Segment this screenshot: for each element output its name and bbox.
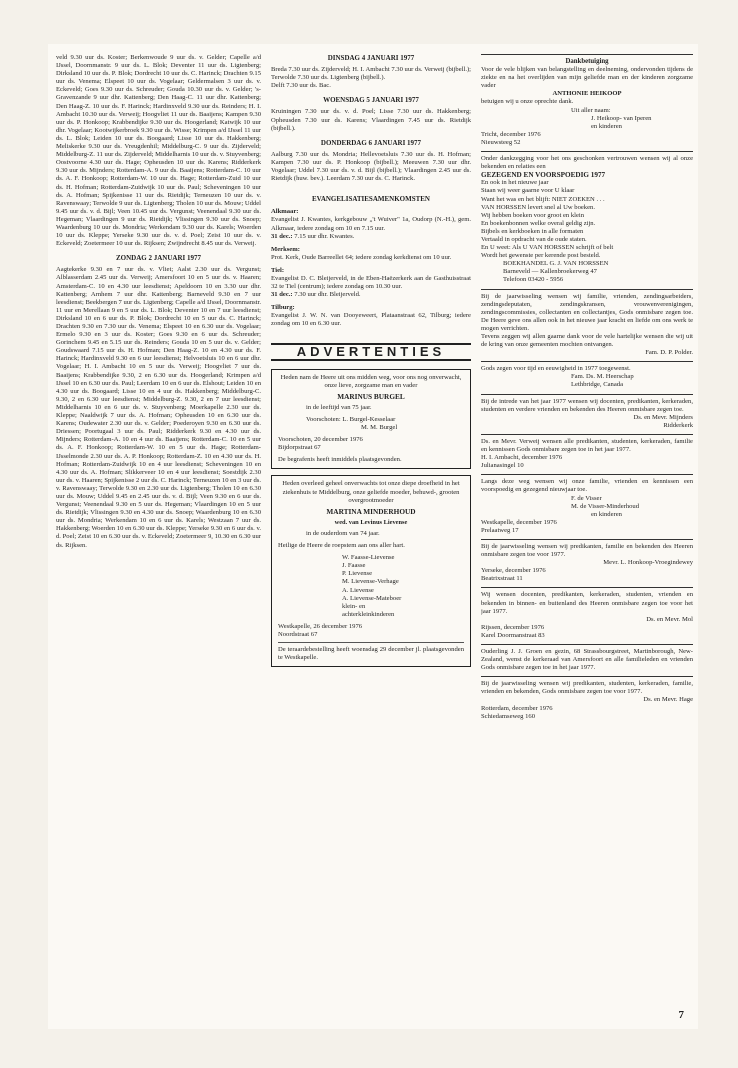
hage-sign: Ds. en Mevr. Hage — [643, 696, 693, 704]
horssen-line: En boekenbonnen welke overal geldig zijn. — [481, 219, 596, 227]
horssen-line: Want het was en het blijft: NIET ZOEKEN . . . — [481, 195, 605, 203]
minderhoud-address: Noordstraat 67 — [278, 630, 318, 638]
relative-line: W. Faasse-Lievense — [342, 554, 395, 562]
evangelisatie-heading: EVANGELISATIESAMENKOMSTEN — [312, 195, 430, 204]
mol-sign: Ds. en Mevr. Mol — [646, 615, 693, 623]
obituary-burgel — [271, 369, 471, 470]
minderhoud-note: De teraardebestelling heeft woensdag 29 december jl. plaatsgevonden te Westkapelle. — [278, 646, 464, 662]
zondag-heading: ZONDAG 2 JANUARI 1977 — [116, 254, 201, 263]
notice-groen — [481, 644, 693, 676]
relative-line: achterkleinkinderen — [342, 610, 395, 618]
horssen-line: Wij hebben boeken voor groot en klein — [481, 211, 585, 219]
tiel-text: Evangelist D. C. Bleijerveld, in de Eben-Haëzerkerk aan de Gasthuisstraat 32 te Tiel (centrum); iedere zondag om 10.30 uur. — [271, 274, 471, 291]
visser-sign-1: F. de Visser — [571, 494, 602, 502]
horssen-line: Bijbels en kerkboeken in alle formaten — [481, 227, 584, 235]
hage-place: Rotterdam, december 1976 — [481, 704, 553, 712]
dankbetuiging-address: Nieuwsteeg 52 — [481, 138, 521, 146]
horssen-phone: Telefoon 03420 - 5956 — [503, 276, 564, 284]
notice-polder — [481, 289, 693, 362]
horssen-intro: Onder dankzegging voor het ons geschonken vertrouwen wensen wij al onze bekenden en relaties een — [481, 155, 693, 171]
heerschap-text: Gods zegen voor tijd en eeuwigheid in 1977 toegewenst. — [481, 365, 631, 373]
horssen-line: VAN HORSSEN levert snel al Uw boeken. — [481, 203, 595, 211]
mijnders-text: Bij de intrede van het jaar 1977 wensen wij docenten, predikanten, kerkeraden, studenten en verdere vrienden en bekenden des Heeren onmisbare zegen toe. — [481, 397, 693, 413]
notice-mol — [481, 587, 693, 644]
donderdag-heading: DONDERDAG 6 JANUARI 1977 — [320, 138, 422, 147]
relative-line: A. Lievense-Mateboer — [342, 594, 402, 602]
page-number: 7 — [678, 1009, 684, 1021]
column-church-services — [56, 54, 261, 1019]
burgel-intro: Heden nam de Heere uit ons midden weg, voor ons nog onverwacht, onze lieve, zorgzame man en vader — [280, 373, 462, 389]
mol-address: Karel Doormanstraat 83 — [481, 631, 545, 639]
alkmaar-text: Evangelist J. Kwantes, kerkgebouw „'t Wuiver" 1a, Oudorp (N.-H.), gem. Alkmaar, iedere zondag om 10 en 7.15 uur. — [271, 216, 471, 232]
burgel-place-date: Voorschoten, 20 december 1976 — [278, 436, 363, 444]
mijnders-sign-2: Ridderkerk — [663, 421, 693, 429]
horssen-headline: GEZEGEND EN VOORSPOEDIG 1977 — [481, 171, 606, 180]
notice-mijnders — [481, 394, 693, 434]
mol-text: Wij wensen docenten, predikanten, kerkeraden, studenten, vrienden en bekenden in binnen- en buitenland des Heeren onmisbare zegen toe voor het jaar 1977. — [481, 591, 693, 615]
minderhoud-place-date: Westkapelle, 26 december 1976 — [278, 622, 363, 630]
notice-verweij — [481, 434, 693, 474]
dankbetuiging-place: Tricht, december 1976 — [481, 130, 541, 138]
merksem-text: Prot. Kerk, Oude Barreellei 64; iedere zondag kerkdienst om 10 uur. — [271, 253, 452, 261]
horssen-line: En U weet: Als U VAN HORSSEN schrijft of belt — [481, 244, 614, 252]
mijnders-sign-1: Ds. en Mevr. Mijnders — [633, 413, 693, 421]
dankbetuiging-from-2: J. Heikoop- van Iperen — [591, 114, 652, 122]
obituary-minderhoud — [271, 475, 471, 667]
notice-van-horssen — [481, 151, 693, 289]
relative-line: P. Lievense — [342, 570, 373, 578]
tiel-date-text: 7.30 uur dhr. Bleijerveld. — [292, 291, 361, 299]
minderhoud-relatives — [278, 554, 464, 619]
divider — [278, 642, 464, 643]
relative-line: M. Lievense-Verhage — [342, 578, 399, 586]
merksem-heading: Merksem: — [271, 245, 300, 253]
visser-sign-3: en kinderen — [591, 510, 622, 518]
minderhoud-verse: Heilige de Heere de roepstem aan ons aller hart. — [278, 542, 405, 550]
notice-hage — [481, 676, 693, 724]
tiel-date-line — [271, 291, 471, 299]
dankbetuiging-title: Dankbetuiging — [565, 58, 609, 65]
tiel-date-label: 31 dec.: — [271, 291, 293, 299]
relative-line: J. Faasse — [342, 562, 366, 570]
burgel-relatives-label: Voorschoten: — [306, 416, 341, 423]
horssen-shop: BOEKHANDEL G. J. VAN HORSSEN — [503, 260, 609, 268]
horssen-line: Vertaald in opdracht van de oude staten. — [481, 235, 587, 243]
honkoop-sign: Mevr. L. Honkoop-Vroegindewey — [603, 559, 693, 567]
tilburg-heading: Tilburg: — [271, 304, 295, 312]
polder-text-2: Tevens zeggen wij allen gaarne dank voor de vele hartelijke wensen die wij uit de kring van onze gemeenten mochten ontvangen. — [481, 333, 693, 349]
polder-text: Bij de jaarwisseling wensen wij familie, vrienden, zendingsarbeiders, zendingsdeputaten, zendingskransen, vrouwenverenigingen, zendingscommissies, collectanten en collectantjes, Gods onmisbare zegen toe. De Heere geve ons allen ook in het nieuwe jaar kracht en liefde om ons werk te mogen verrichten. — [481, 292, 693, 332]
column-notices — [481, 54, 693, 1019]
burgel-relatives — [278, 416, 464, 424]
horssen-address: Barneveld — Kallenbroekerweg 47 — [503, 268, 597, 276]
horssen-line: En ook in het nieuwe jaar — [481, 179, 549, 187]
verweij-place: H. I. Ambacht, december 1976 — [481, 454, 563, 462]
alkmaar-date-label: 31 dec.: — [271, 232, 293, 240]
visser-address: Prelaatweg 17 — [481, 526, 519, 534]
dinsdag-text-2: Delft 7.30 uur ds. Bac. — [271, 82, 331, 90]
verweij-address: Julianasingel 10 — [481, 462, 524, 470]
notice-honkoop — [481, 539, 693, 587]
horssen-line: Staan wij weer gaarne voor U klaar — [481, 187, 575, 195]
minderhoud-name: MARTINA MINDERHOUD — [326, 506, 416, 516]
visser-place: Westkapelle, december 1976 — [481, 518, 557, 526]
minderhoud-age: in de ouderdom van 74 jaar. — [306, 529, 380, 537]
notice-heerschap — [481, 361, 693, 393]
woensdag-text: Kruiningen 7.30 uur ds. v. d. Poel; Lisse 7.30 uur ds. Hakkenberg; Opheusden 7.30 uur ds. Karens; Vlaardingen 7.45 uur ds. Rietdijk (bijbell.). — [271, 108, 471, 132]
honkoop-place: Yerseke, december 1976 — [481, 567, 546, 575]
services-continued-text: veld 9.30 uur ds. Koster; Berkenwoude 9 uur ds. v. Gelder; Capelle a/d IJssel, Doornmanstr. 9 uur ds. L. Blok; Deventer 11 uur ds. Ligtenberg; Dirksland 10 uur ds. P. Blok; Dordrecht 10 uur ds. C. Harinck; Drachten 9.15 uur ds. Venema; Elspeet 10 uur ds. Vogelaar; Geldermalsen 3 uur ds. v. Eckeveld; Goes 9.30 uur ds. Schreuder; Gouda 10.30 uur ds. v. Gelder; 's-Gravenzande 9 uur dhr. Kattenberg; Den Haag-C. 11 uur dhr. Kattenberg; Den Haag-Z. 10 uur ds. F. Harinck; Hardinxveld 9.30 uur ds. Reinders; H. I. Ambacht 10.30 uur ds. Verweij; Hoogvliet 11 uur ds. Baaijens; Kampen 9.30 uur ds. P. Honkoop; Krabbendijke 9.30 uur ds. Hoogerland; Katwijk 10 uur dhr. Vogelaar; Kootwijkerbroek 9.30 uur ds. Wisse; Krimpen a/d IJssel 11 uur ds. L. Blok; Leiden 10 uur ds. Boogaard; Lisse 10 uur ds. Hakkenberg; Meliskerke 9.30 uur ds. Vreugdenhil; Middelburg-C. 9 uur ds. Zijderveld; Middelburg-Z. 11 uur ds. Zijderveld; Middelharnis 10 uur ds. v. Stuyvenberg; Oostvoorne 4.30 uur ds. Hage; Opheusden 10 uur ds. Karens; Ridderkerk 9.30 uur ds. Mijnders; Rotterdam-A. 9 uur ds. Baaijens; Rotterdam-C. 10 uur ds. A. F. Honkoop; Rotterdam-W. 10 uur ds. Hage; Rotterdam-Zuid 10 uur ds. H. Hofman; Rotterdam-Zuidwijk 10 uur ds. Paul; Scheveningen 10 uur ds. A. Hofman; Spijkenisse 11 uur ds. Rietdijk; Terneuzen 10 uur ds. v. Ravenswaay; Terwolde 9 uur ds. Ligtenberg; Tholen 10 uur ds. Mouw; Uddel 9.45 uur ds. v. d. Bijl; Veen 10.45 uur ds. Vergunst; Veenendaal 9.30 uur ds. Hegeman; Vlaardingen 9 uur ds. Rietdijk; Vlissingen 9.30 uur ds. Snoep; Waardenburg 10 uur ds. Mondria; Werkendam 9.30 uur ds. Karels; Woerden 10 uur ds. Kleppe; Yerseke 9.30 uur ds. v. d. Poel; Zeist 10 uur ds. v. Eckeveld; Zoetermeer 10 uur ds. Rijksen; Zwijndrecht 8.45 uur ds. Verweij. — [56, 54, 261, 248]
alkmaar-heading: Alkmaar: — [271, 208, 299, 216]
minderhoud-subname: wed. van Levinus Lievense — [334, 518, 408, 526]
polder-sign: Fam. D. P. Polder. — [645, 349, 693, 357]
tilburg-text: Evangelist J. W. N. van Dooyeweert, Plataanstraat 62, Tilburg; iedere zondag om 10 en 6.30 uur. — [271, 312, 471, 328]
hage-address: Schiedamseweg 160 — [481, 712, 536, 720]
relative-line: klein- en — [342, 602, 366, 610]
tiel-heading: Tiel: — [271, 266, 285, 274]
dankbetuiging-name: ANTHONIE HEIKOOP — [552, 90, 622, 98]
dinsdag-text: Breda 7.30 uur ds. Zijderveld; H. I. Ambacht 7.30 uur ds. Verweij (bijbell.); Terwolde 7.30 uur ds. Ligtenberg (bijbell.). — [271, 66, 471, 82]
heerschap-sign-2: Lethbridge, Canada — [571, 381, 623, 389]
dankbetuiging-text: Voor de vele blijken van belangstelling en deelneming, ondervonden tijdens de ziekte en na het overlijden van mijn geliefde man en der kinderen zorgzame vader — [481, 66, 693, 90]
column-weekday-services — [271, 54, 471, 1019]
dankbetuiging-thanks: betuigen wij u onze oprechte dank. — [481, 98, 574, 106]
zondag-services-text: Aagtekerke 9.30 en 7 uur ds. v. Vliet; Aalst 2.30 uur ds. Vergunst; Alblasserdam 2.45 uur ds. Verweij; Amersfoort 10 en 5 uur ds. v. Haaren; Amsterdam-C. 10 en 4.30 uur leesdienst; Apeldoorn 10 en 3.30 uur dhr. Kattenberg; Arnhem 7 uur dhr. Kattenberg; Barneveld 9.30 en 7 uur leesdienst; Beekbergen 7 uur ds. Ligtenberg; Capelle a/d IJssel, Doornmanstr. 11 uur en Merellaan 9 en 5 uur ds. L. Blok; Deventer 10 en 7 uur leesdienst; Dirksland 10 en 6 uur ds. P. Blok; Dordrecht 10 en 5 uur ds. C. Harinck; Drachten 9.30 en 7.30 uur ds. Venema; Elspeet 10 en 6.30 uur ds. Vogelaar; Ermelo 9.30 en 3 uur ds. Koster; Goes 9.30 en 6 uur ds. Schreuder; Gorinchem 9.45 en 5.15 uur ds. Reinders; Gouda 10 en 5 uur ds. v. Gelder; Goudswaard 7.15 uur ds. H. Hofman; Den Haag-Z. 10 en 4.30 uur ds. F. Harinck; Hardinxveld 9.30 en 6 uur leesdienst; Helvoetsluis 10 en 6 uur dhr. Vogelaar; H. I. Ambacht 10 en 5 uur ds. Verweij; Hoogvliet 7 uur ds. Baaijens; Krabbendijke 9.30, 2 en 6.30 uur ds. Hoogerland; Krimpen a/d IJssel 10 en 6.30 uur ds. Paul; Leerdam 10 en 6 uur ds. Elshout; Leiden 10 en 4.30 uur ds. Boogaard; Lisse 10 en 4 uur ds. Hakkenberg; Middelburg-C. 9.30, 2 en 6.30 uur leesdienst; Middelburg-Z. 9.30, 2 en 7 uur leesdienst; Middelharnis 10 en 6 uur ds. v. Stuyvenberg; Moerkapelle 2.30 uur ds. Kleppe; Naaldwijk 7 uur ds. A. Hofman; Opheusden 10 en 6.30 uur ds. Karens; Oudewater 2.30 uur ds. v. Gelder; Poederoyen 9.30 en 6.30 uur ds. Driessen; Poortugaal 3 uur ds. Paul; Ridderkerk 9.30 en 4.30 uur ds. Mijnders; Rotterdam-A. 10 en 4 uur ds. Baaijens; Rotterdam-C. 10 en 5 uur ds. A. F. Honkoop; Rotterdam-W. 10 en 5 uur ds. Hage; Rotterdam-IJsselmonde 2.30 uur ds. A. P. Honkoop; Rotterdam-Z. 10 en 4.30 uur ds. H. Hofman; Rotterdam-Zuidwijk 10 en 4 uur leesdienst; Scheveningen 10 en 4.30 uur ds. A. Hofman; Slikkerveer 10 en 4 uur leesdienst; Soestdijk 2.30 uur ds. v. Haaren; Spijkenisse 2 uur ds. C. Harinck; Terneuzen 10 en 3 uur ds. v. Ravenswaay; Terwolde 9.30 en 2.30 uur ds. Ligtenberg; Tholen 10 en 6.30 uur ds. Mouw; Uddel 9.45 en 2.45 uur ds. v. d. Bijl; Veen 9.30 en 6 uur ds. Vergunst; Veenendaal 9.30 en 5 uur ds. Hegeman; Vlaardingen 10 en 5 uur ds. Rietdijk; Vlissingen 9.30 en 4.30 uur ds. Snoep; Waardenburg 10 en 6.30 uur ds. Mondria; Werkendam 10 en 6 uur ds. Karels; Westzaan 7 uur ds. Hakkenberg; Woerden 10 en 6.30 uur ds. Kleppe; Yerseke 9.30 en 6 uur ds. v. d. Poel; Zeist 10 en 6.30 uur ds. v. Eckeveld; Zoetermeer 9, 10.30 en 6.30 uur ds. Rijksen. — [56, 266, 261, 549]
visser-text: Langs deze weg wensen wij onze familie, vrienden en kennissen een voorspoedig en gezegend nieuwjaar toe. — [481, 478, 693, 494]
dankbetuiging-from-1: Uit aller naam: — [571, 106, 611, 114]
hage-text: Bij de jaarwisseling wensen wij predikanten, studenten, kerkeraden, familie, vrienden en bekenden, Gods onmisbare zegen toe voor 1977. — [481, 680, 693, 696]
groen-text: Ouderling J. J. Groen en gezin, 68 Strassbourgstreet, Martinborough, New-Zealand, wenst de kerkeraad van Amersfoort en alle familieleden en vrienden Gods onmisbare zegen toe in het jaar 1977. — [481, 648, 693, 672]
burgel-relative-1: L. Burgel-Kesselaar — [342, 416, 396, 423]
burgel-age: in de leeftijd van 75 jaar. — [306, 403, 372, 411]
alkmaar-date-text: 7.15 uur dhr. Kwantes. — [292, 232, 355, 240]
advertenties-banner: ADVERTENTIES — [271, 343, 471, 361]
burgel-name: MARINUS BURGEL — [337, 391, 405, 401]
mol-place: Rijssen, december 1976 — [481, 623, 545, 631]
relative-line: A. Lievense — [342, 586, 374, 594]
honkoop-address: Beatrixstraat 11 — [481, 575, 523, 583]
notice-dankbetuiging — [481, 54, 693, 151]
donderdag-text: Aalburg 7.30 uur ds. Mondria; Hellevoetsluis 7.30 uur ds. H. Hofman; Kampen 7.30 uur ds. P. Honkoop (bijbell.); Meeuwen 7.30 uur dhr. Vogelaar; Uddel 7.30 uur ds. v. d. Bijl (bijbell.); Vlaardingen 2.45 uur ds. Rietdijk (huw. bev.). Leerdam 7.30 uur ds. C. Harinck. — [271, 150, 471, 183]
visser-sign-2: M. de Visser-Minderhoud — [571, 502, 640, 510]
minderhoud-intro: Heden overleed geheel onverwachts tot onze diepe droefheid in het ziekenhuis te Middelburg, onze geliefde moeder, behuwd-, grooten overgrootmoeder — [282, 480, 460, 504]
dankbetuiging-from-3: en kinderen — [591, 122, 622, 130]
alkmaar-date-line — [271, 233, 471, 241]
burgel-note: De begrafenis heeft inmiddels plaatsgevonden. — [278, 456, 402, 464]
honkoop-text: Bij de jaarwisseling wensen wij predikanten, familie en bekenden des Heeren onmisbare zegen toe voor 1977. — [481, 542, 693, 559]
woensdag-heading: WOENSDAG 5 JANUARI 1977 — [323, 96, 419, 105]
notice-de-visser — [481, 474, 693, 539]
newspaper-page — [48, 44, 698, 1029]
dinsdag-heading: DINSDAG 4 JANUARI 1977 — [327, 54, 415, 62]
horssen-line: Wordt het gewenste per kerende post besteld. — [481, 252, 601, 260]
burgel-relative-2: M. M. Burgel — [361, 424, 398, 432]
burgel-address: Bijdorpstraat 67 — [278, 444, 321, 452]
verweij-text: Ds. en Mevr. Verweij wensen alle predikanten, studenten, kerkeraden, familie en kennissen Gods onmisbare zegen toe in het jaar 1977. — [481, 437, 693, 454]
heerschap-sign-1: Fam. Ds. M. Heerschap — [571, 373, 634, 381]
